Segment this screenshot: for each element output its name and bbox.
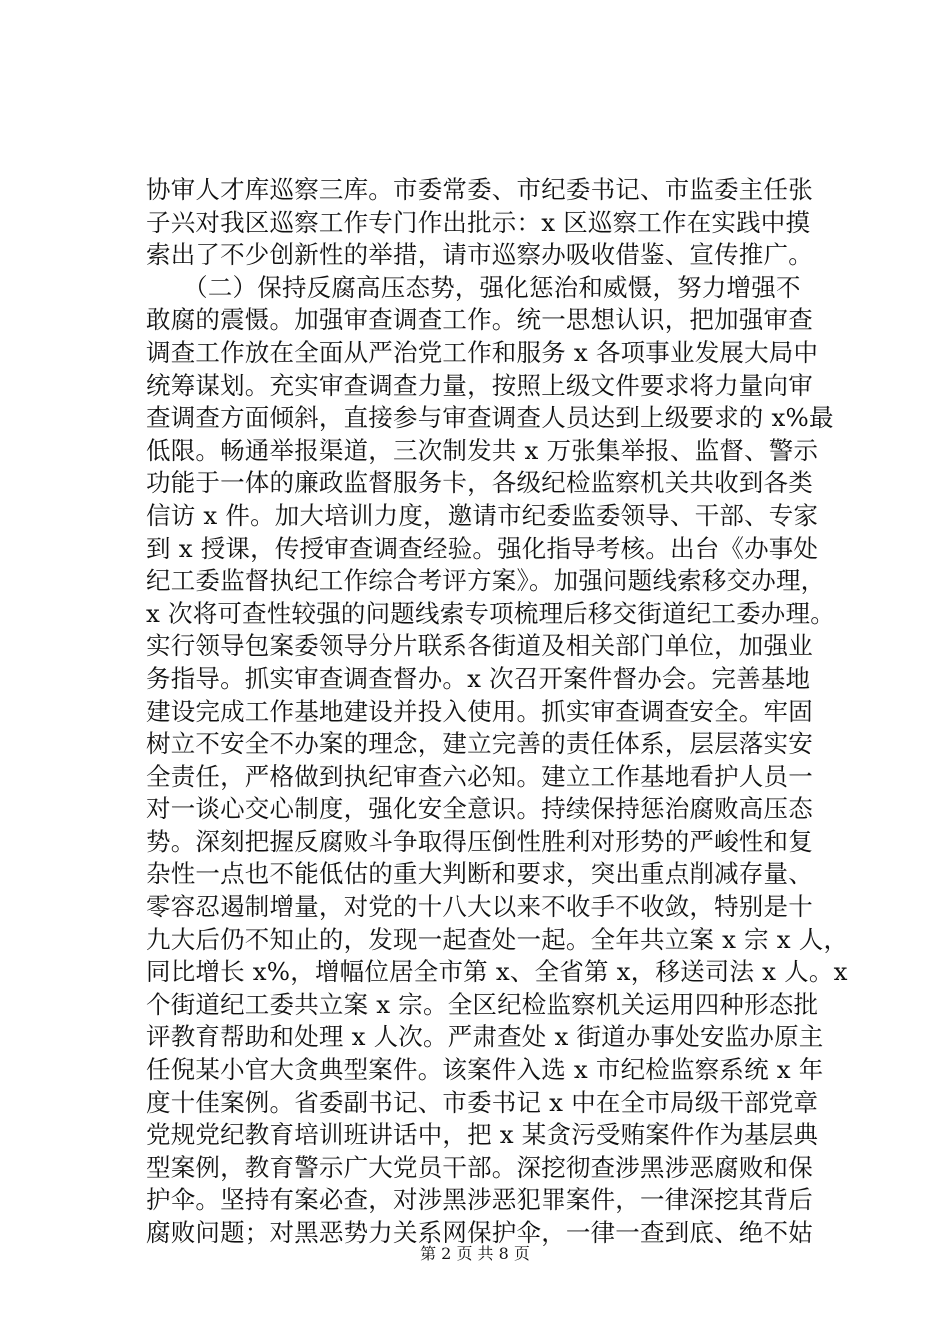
text-line: x 次将可查性较强的问题线索专项梳理后移交街道纪工委办理。 — [146, 598, 835, 628]
text-line: 零容忍遏制增量，对党的十八大以来不收手不收敛，特别是十 — [146, 892, 813, 922]
page-footer: 第 2 页 共 8 页 — [420, 1244, 530, 1263]
text-line: 任倪某小官大贪典型案件。该案件入选 x 市纪检监察系统 x 年 — [146, 1055, 824, 1085]
text-line: 子兴对我区巡察工作专门作出批示：x 区巡察工作在实践中摸 — [146, 207, 811, 237]
text-line: 调查工作放在全面从严治党工作和服务 x 各项事业发展大局中 — [146, 337, 819, 367]
text-line: 建设完成工作基地建设并投入使用。抓实审查调查安全。牢固 — [146, 696, 813, 726]
text-line: 纪工委监督执纪工作综合考评方案》。加强问题线索移交办理， — [146, 566, 826, 596]
text-line: 评教育帮助和处理 x 人次。严肃查处 x 街道办事处安监办原主 — [146, 1022, 824, 1052]
text-line: 协审人才库巡察三库。市委常委、市纪委书记、市监委主任张 — [146, 175, 813, 204]
text-line: 势。深刻把握反腐败斗争取得压倒性胜利对形势的严峻性和复 — [146, 826, 813, 856]
text-line: 敢腐的震慑。加强审查调查工作。统一思想认识，把加强审查 — [146, 305, 813, 335]
text-line: 党规党纪教育培训班讲话中，把 x 某贪污受贿案件作为基层典 — [146, 1120, 819, 1150]
text-line: 查调查方面倾斜，直接参与审查调查人员达到上级要求的 x%最 — [146, 403, 834, 433]
text-line: 腐败问题；对黑恶势力关系网保护伞，一律一查到底、绝不姑 — [146, 1218, 813, 1247]
text-line: 低限。畅通举报渠道，三次制发共 x 万张集举报、监督、警示 — [146, 435, 819, 465]
text-line: 统筹谋划。充实审查调查力量，按照上级文件要求将力量向审 — [146, 370, 813, 400]
text-line: （二）保持反腐高压态势，强化惩治和威慑，努力增强不 — [146, 272, 801, 302]
text-line: 型案例，教育警示广大党员干部。深挖彻查涉黑涉恶腐败和保 — [146, 1152, 813, 1182]
text-line: 对一谈心交心制度，强化安全意识。持续保持惩治腐败高压态 — [146, 794, 813, 824]
text-line: 全责任，严格做到执纪审查六必知。建立工作基地看护人员一 — [146, 761, 813, 791]
text-line: 信访 x 件。加大培训力度，邀请市纪委监委领导、干部、专家 — [146, 500, 819, 530]
text-line: 实行领导包案委领导分片联系各街道及相关部门单位，加强业 — [146, 631, 813, 661]
text-line: 护伞。坚持有案必查，对涉黑涉恶犯罪案件，一律深挖其背后 — [146, 1185, 813, 1215]
text-line: 杂性一点也不能低估的重大判断和要求，突出重点削减存量、 — [146, 859, 813, 889]
text-line: 同比增长 x%，增幅位居全市第 x、全省第 x，移送司法 x 人。x — [146, 957, 848, 987]
text-line: 树立不安全不办案的理念，建立完善的责任体系，层层落实安 — [146, 729, 813, 759]
text-line: 功能于一体的廉政监督服务卡，各级纪检监察机关共收到各类 — [146, 468, 813, 498]
text-line: 九大后仍不知止的，发现一起查处一起。全年共立案 x 宗 x 人， — [146, 924, 849, 954]
text-line: 度十佳案例。省委副书记、市委书记 x 中在全市局级干部党章 — [146, 1087, 819, 1117]
text-line: 务指导。抓实审查调查督办。x 次召开案件督办会。完善基地 — [146, 663, 811, 693]
text-line: 到 x 授课，传授审查调查经验。强化指导考核。出台《办事处 — [146, 533, 819, 563]
text-line: 个街道纪工委共立案 x 宗。全区纪检监察机关运用四种形态批 — [146, 989, 819, 1019]
body-text — [146, 174, 849, 1250]
text-line: 索出了不少创新性的举措，请市巡察办吸收借鉴、宣传推广。 — [146, 240, 813, 270]
